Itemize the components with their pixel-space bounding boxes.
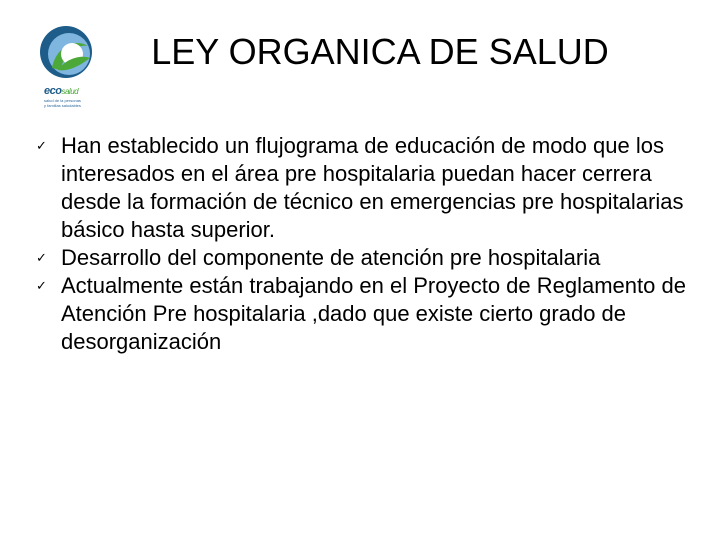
ecosalud-logo <box>36 24 106 114</box>
bullet-text: Desarrollo del componente de atención pre hospitalaria <box>61 245 601 270</box>
page-title: LEY ORGANICA DE SALUD <box>151 31 609 72</box>
bullet-item <box>36 244 686 272</box>
bullet-item <box>36 272 686 356</box>
checkmark-icon: ✓ <box>36 278 47 293</box>
checkmark-icon: ✓ <box>36 250 47 265</box>
bullet-list <box>36 132 686 356</box>
logo-tagline: salud de la personas y familias saludables <box>44 98 81 108</box>
logo-brand-main: eco <box>44 85 62 97</box>
checkmark-icon: ✓ <box>36 138 47 153</box>
bullet-text: Han establecido un flujograma de educación de modo que los interesados en el área pre hospitalaria puedan hacer cerrera desde la formación de técnico en emergencias pre hospitalarias básico hasta superior. <box>61 133 684 242</box>
bullet-item <box>36 132 686 244</box>
bullet-text: Actualmente están trabajando en el Proyecto de Reglamento de Atención Pre hospitalaria ,dado que existe cierto grado de desorganización <box>61 273 686 354</box>
logo-brand-suffix: salud <box>61 87 79 96</box>
logo-wordmark <box>44 86 78 97</box>
logo-emblem-icon <box>36 24 106 86</box>
